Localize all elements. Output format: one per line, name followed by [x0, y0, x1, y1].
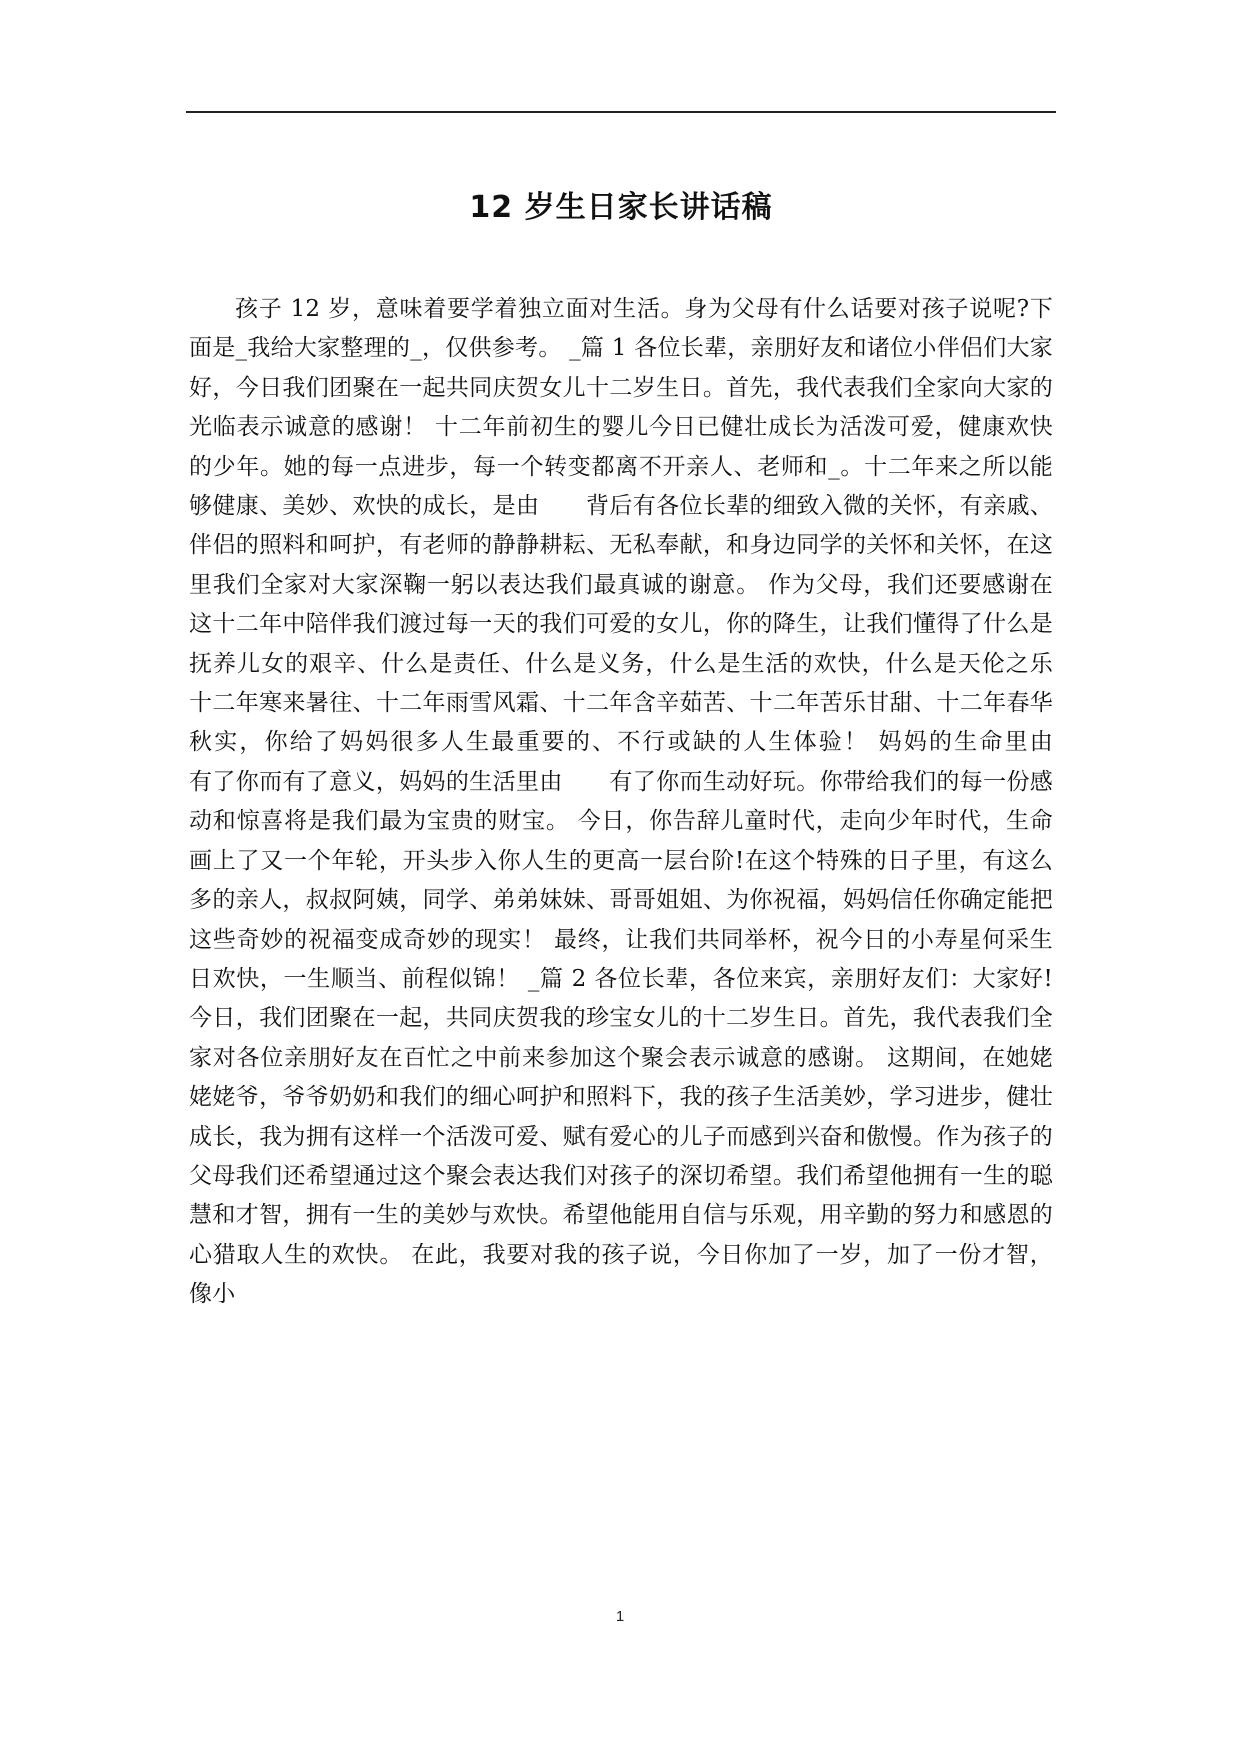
- document-body-text: 孩子 12 岁，意味着要学着独立面对生活。身为父母有什么话要对孩子说呢?下面是_我给大家整理的_，仅供参考。 _篇 1 各位长辈，亲朋好友和诸位小伴侣们大家好，今日我们团聚在一起共同庆贺女儿十二岁生日。首先，我代表我们全家向大家的光临表示诚意的感谢！ 十二年前初生的婴儿今日已健壮成长为活泼可爱，健康欢快的少年。她的每一点进步，每一个转变都离不开亲人、老师和_。十二年来之所以能够健康、美妙、欢快的成长，是由 背后有各位长辈的细致入微的关怀，有亲戚、伴侣的照料和呵护，有老师的静静耕耘、无私奉献，和身边同学的关怀和关怀，在这里我们全家对大家深鞠一躬以表达我们最真诚的谢意。 作为父母，我们还要感谢在这十二年中陪伴我们渡过每一天的我们可爱的女儿，你的降生，让我们懂得了什么是抚养儿女的艰辛、什么是责任、什么是义务，什么是生活的欢快，什么是天伦之乐 十二年寒来暑往、十二年雨雪风霜、十二年含辛茹苦、十二年苦乐甘甜、十二年春华秋实，你给了妈妈很多人生最重要的、不行或缺的人生体验！ 妈妈的生命里由 有了你而有了意义，妈妈的生活里由 有了你而生动好玩。你带给我们的每一份感动和惊喜将是我们最为宝贵的财宝。 今日，你告辞儿童时代，走向少年时代，生命画上了又一个年轮，开头步入你人生的更高一层台阶!在这个特殊的日子里，有这么多的亲人，叔叔阿姨，同学、弟弟妹妹、哥哥姐姐、为你祝福，妈妈信任你确定能把这些奇妙的祝福变成奇妙的现实！ 最终，让我们共同举杯，祝今日的小寿星何采生日欢快，一生顺当、前程似锦！ _篇 2 各位长辈，各位来宾，亲朋好友们：大家好!今日，我们团聚在一起，共同庆贺我的珍宝女儿的十二岁生日。首先，我代表我们全家对各位亲朋好友在百忙之中前来参加这个聚会表示诚意的感谢。 这期间，在她姥姥姥爷，爷爷奶奶和我们的细心呵护和照料下，我的孩子生活美妙，学习进步，健壮成长，我为拥有这样一个活泼可爱、赋有爱心的儿子而感到兴奋和傲慢。作为孩子的父母我们还希望通过这个聚会表达我们对孩子的深切希望。我们希望他拥有一生的聪慧和才智，拥有一生的美妙与欢快。希望他能用自信与乐观，用辛勤的努力和感恩的心猎取人生的欢快。 在此，我要对我的孩子说，今日你加了一岁，加了一份才智，像小: [189, 296, 1100, 1308]
- header-rule: [186, 111, 1056, 113]
- document-title: 12 岁生日家长讲话稿: [469, 190, 773, 225]
- page-number: 1: [615, 1608, 625, 1625]
